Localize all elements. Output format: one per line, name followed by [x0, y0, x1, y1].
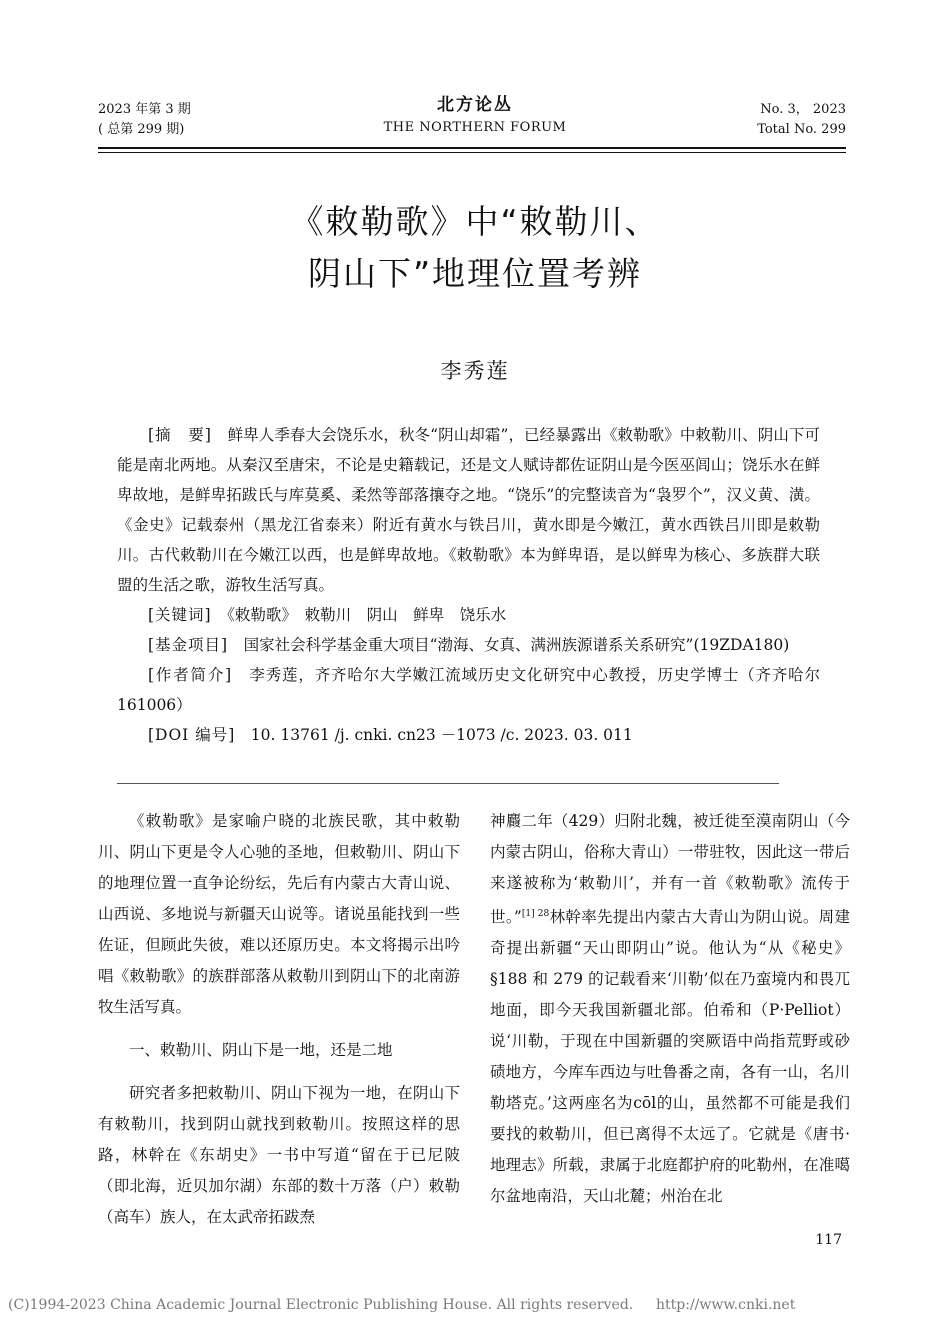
article-title: [120, 196, 830, 300]
fund-label: [基金项目]: [148, 636, 229, 654]
issue-info: [98, 100, 191, 140]
keywords-text: 《敕勒歌》 敕勒川 阴山 鲜卑 饶乐水: [227, 606, 507, 624]
bio-text: 李秀莲，齐齐哈尔大学嫩江流域历史文化研究中心教授，历史学博士（齐齐哈尔 161006）: [117, 666, 836, 714]
paragraph-2-cont-a: 神麚二年（429）归附北魏，被迁徙至漠南阴山（今内蒙古阴山，俗称大青山）一带驻牧，因此这一带后来遂被称为‘敕勒川’，并有一首《敕勒歌》流传于世。”: [490, 812, 850, 927]
issue-year: 2023 年第 3 期: [98, 102, 191, 117]
issue-total-en: Total No. 299: [757, 122, 846, 137]
paragraph-2-cont: [490, 806, 850, 1212]
article-meta: [117, 420, 836, 750]
author-bio: [117, 660, 836, 720]
abstract-label: [摘 要]: [148, 426, 212, 444]
journal-masthead: [300, 94, 650, 137]
doi: [117, 720, 820, 750]
issue-total: ( 总第 299 期): [98, 122, 185, 137]
doi-label: [DOI 编号]: [148, 726, 236, 744]
header-rule-thick: [98, 147, 846, 149]
issue-info-en: [757, 100, 846, 140]
meta-divider: [117, 783, 779, 784]
copyright-footer: [8, 1297, 948, 1313]
fund-text: 国家社会科学基金重大项目“渤海、女真、满洲族源谱系关系研究”(19ZDA180): [243, 636, 790, 654]
paragraph-2: 研究者多把敕勒川、阴山下视为一地，在阴山下有敕勒川，找到阴山就找到敕勒川。按照这样的思路，林幹在《东胡史》一书中写道“留在于已尼陂（即北海，近贝加尔湖）东部的数十万落（户）敕勒（高车）族人，在太武帝拓跋焘: [98, 1084, 460, 1226]
abstract-text: 鲜卑人季春大会饶乐水，秋冬“阴山却霜”，已经暴露出《敕勒歌》中敕勒川、阴山下可能是南北两地。从秦汉至唐宋，不论是史籍载记，还是文人赋诗都佐证阴山是今医巫闾山；饶乐水在鲜卑故地，是鲜卑拓跋氏与库莫奚、柔然等部落攘夺之地。“饶乐”的完整读音为“袅罗个”，汉义黄、潢。《金史》记载泰州（黑龙江省泰来）附近有黄水与铁吕川，黄水即是今嫩江，黄水西铁吕川即是敕勒川。古代敕勒川在今嫩江以西，也是鲜卑故地。《敕勒歌》本为鲜卑语，是以鲜卑为核心、多族群大联盟的生活之歌，游牧生活写真。: [117, 426, 820, 594]
title-line-2: 阴山下”地理位置考辨: [307, 254, 643, 293]
keywords: [117, 600, 820, 630]
article-author: 李秀莲: [440, 359, 510, 383]
cnki-link[interactable]: http://www.cnki.net: [656, 1297, 796, 1313]
citation-1: [1] 28: [521, 909, 550, 919]
paragraph-intro: 《敕勒歌》是家喻户晓的北族民歌，其中敕勒川、阴山下更是令人心驰的圣地，但敕勒川、阴山下的地理位置一直争论纷纭，先后有内蒙古大青山说、山西说、多地说与新疆天山说等。诸说虽能找到一些佐证，但顾此失彼，难以还原历史。本文将揭示出吟唱《敕勒歌》的族群部落从敕勒川到阴山下的北南游牧生活写真。: [98, 812, 460, 1016]
keywords-label: [关键词]: [148, 606, 212, 624]
body-column-right: [490, 806, 850, 1212]
journal-logo-cn: 北方论丛: [437, 95, 513, 115]
header-rule-thin: [98, 152, 846, 153]
bio-label: [作者简介]: [148, 666, 233, 684]
page-number: 117: [815, 1232, 842, 1248]
doi-text: 10. 13761 /j. cnki. cn23 －1073 /c. 2023. 03. 011: [250, 726, 633, 744]
body-column-left: [98, 806, 460, 1233]
journal-name-en: THE NORTHERN FORUM: [383, 120, 567, 135]
paragraph-2-cont-b: 林幹率先提出内蒙古大青山为阴山说。周建奇提出新疆“天山即阴山”说。他认为“从《秘史》§188 和 279 的记载看来‘川勒’似在乃蛮境内和畏兀地面，即今天我国新疆北部。伯希和（P·Pelliot）说‘川勒，于现在中国新疆的突厥语中尚指荒野或砂碛地方，今库车西边与吐鲁番之南，各有一山，名川勒塔克。’这两座名为cōl的山，虽然都不可能是我们要找的敕勒川，但已离得不太远了。它就是《唐书·地理志》所载，隶属于北庭都护府的叱勒州，在准噶尔盆地南沿，天山北麓；州治在北: [490, 908, 850, 1206]
copyright-text: (C)1994-2023 China Academic Journal Electronic Publishing House. All rights reserved.: [8, 1297, 634, 1313]
abstract: [117, 420, 820, 600]
title-line-1: 《敕勒歌》中“敕勒川、: [290, 202, 660, 241]
fund: [117, 630, 820, 660]
issue-number: No. 3， 2023: [760, 102, 846, 117]
section-heading-1: 一、敕勒川、阴山下是一地，还是二地: [129, 1041, 393, 1059]
